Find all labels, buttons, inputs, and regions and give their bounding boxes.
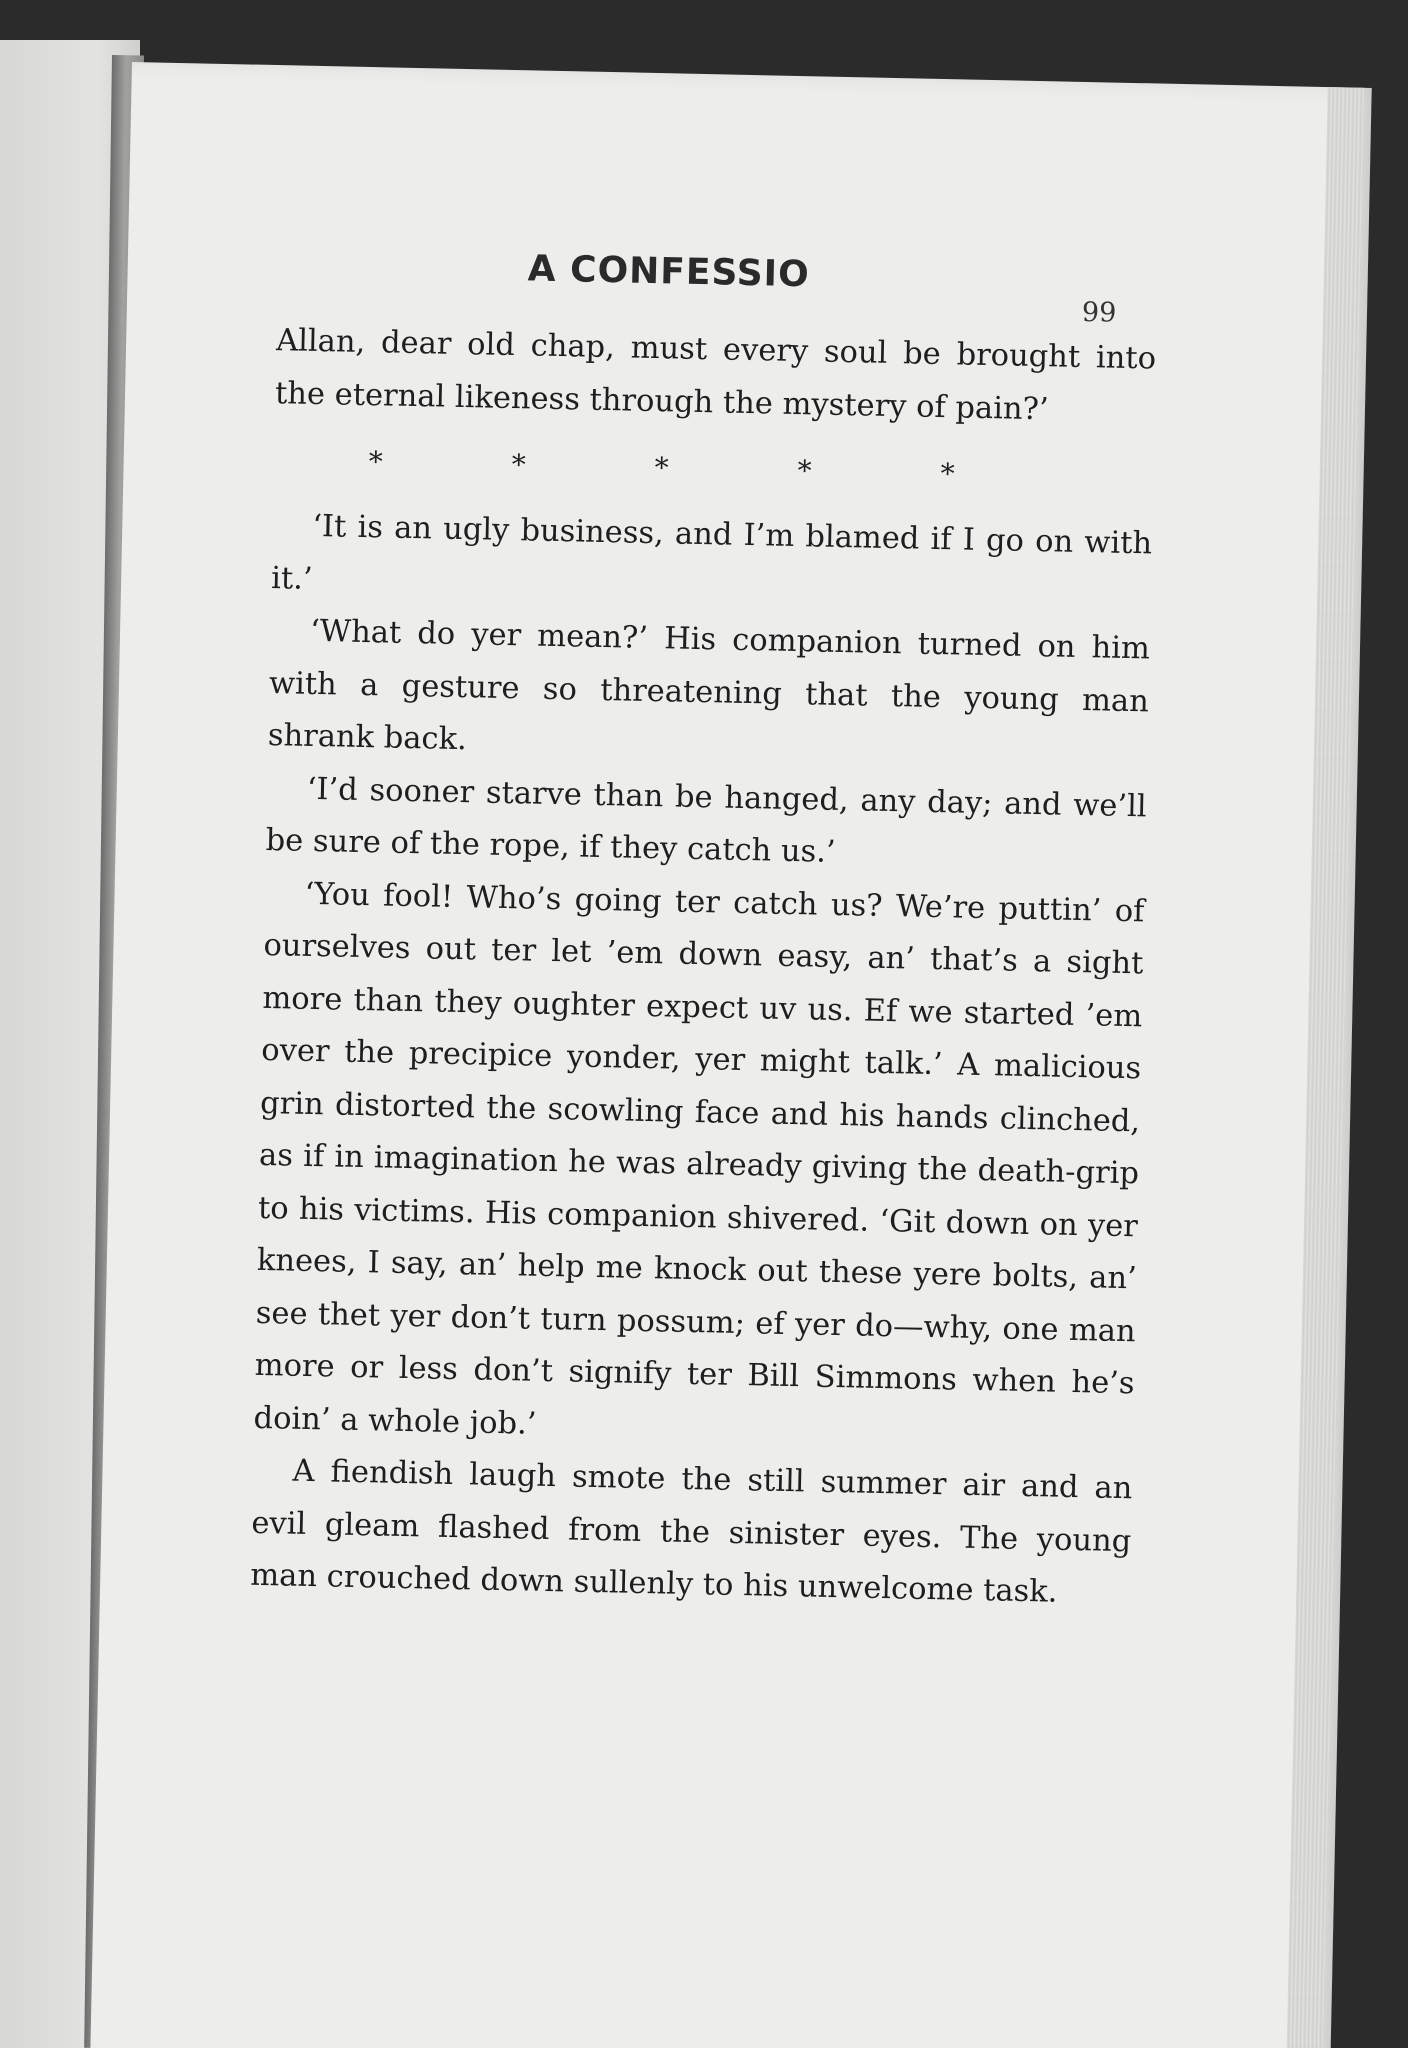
paragraph: ‘What do yer mean?’ His companion turned on him with a gesture so threatening that the young man shrank back.	[267, 613, 1151, 758]
paragraph: Allan, dear old chap, must every soul be brought into the eternal likeness through the mystery of pain?’	[274, 323, 1157, 427]
paragraph: ‘It is an ugly business, and I’m blamed if I go on with it.’	[270, 508, 1153, 597]
section-break-star: *	[797, 454, 812, 488]
section-break-star: *	[940, 457, 955, 491]
paragraph: ‘I’d sooner starve than be hanged, any day; and we’ll be sure of the rope, if they catch us.’	[265, 771, 1147, 870]
book-page	[90, 62, 1372, 2048]
section-break-star: *	[654, 451, 669, 485]
page-number: 99	[1081, 296, 1117, 329]
section-break-star: *	[511, 448, 526, 482]
body-text	[250, 315, 1157, 1621]
paragraph: ‘You fool! Who’s going ter catch us? We’re puttin’ of ourselves out ter let ’em down easy, an’ that’s a sight more than they oughter expect uv us. Ef we started ’em over the precipice yonder, yer might talk.’ A malicious grin distorted the scowling face and his hands clinched, as if in imagination he was already giving the death-grip to his victims. His companion shivered. ‘Git down on yer knees, I say, an’ help me knock out these yere bolts, an’ see thet yer don’t turn possum; ef yer do—why, one man more or less don’t signify ter Bill Simmons when he’s doin’ a whole job.’	[253, 876, 1145, 1442]
running-head: A CONFESSIO	[527, 248, 811, 296]
page-edges	[1286, 87, 1364, 2048]
paragraph: A fiendish laugh smote the still summer air and an evil gleam flashed from the sinister eyes. The young man crouched down sullenly to his unwelcome task.	[249, 1453, 1133, 1610]
section-break-star: *	[368, 445, 384, 479]
